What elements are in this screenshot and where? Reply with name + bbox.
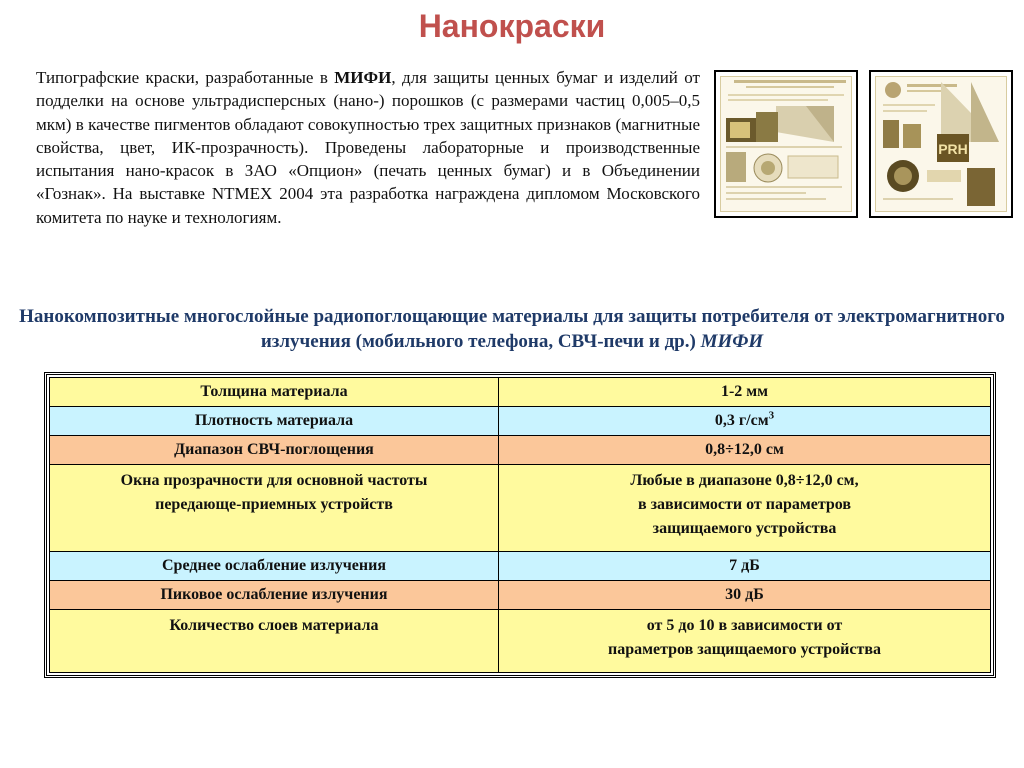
param-cell: Плотность материала <box>50 407 499 436</box>
security-document-image-right <box>869 70 1013 218</box>
value-cell: 0,8÷12,0 см <box>499 436 991 465</box>
value-cell: 0,3 $г/см^3$ <box>499 407 991 436</box>
param-cell: Диапазон СВЧ-поглощения <box>50 436 499 465</box>
param-cell: Окна прозрачности для основной частоты передающе-приемных устройств <box>50 465 499 552</box>
table-row <box>50 407 991 436</box>
table-row <box>50 552 991 581</box>
table-row <box>50 378 991 407</box>
security-document-image-left <box>714 70 858 218</box>
param-cell: Толщина материала <box>50 378 499 407</box>
properties-table <box>44 372 996 678</box>
prh-security-document-sample-icon <box>871 72 1011 216</box>
materials-subtitle <box>0 304 1024 354</box>
intro-text-after: , для защиты ценных бумаг и изделий от подделки на основе ультрадисперсных (нано-) порошков (с размерами частиц 0,005–0,5 мкм) в качестве пигментов обладают совокупностью трех защитных признаков (магнитные свойства, цвет, ИК-прозрачность). Проведены лабораторные и производственные испытания нано-красок в ЗАО «Опцион» (печать ценных бумаг) и в Объединении «Гознак». На выставке NTMEX 2004 эта разработка награждена дипломом Московского комитета по науке и технологиям. <box>36 68 700 227</box>
table-row <box>50 465 991 552</box>
value-cell: от 5 до 10 в зависимости от параметров защищаемого устройства <box>499 610 991 673</box>
intro-paragraph <box>36 66 700 229</box>
prh-badge-text: PRH <box>938 141 968 157</box>
value-cell: Любые в диапазоне 0,8÷12,0 см, в зависимости от параметров защищаемого устройства <box>499 465 991 552</box>
page-title: Нанокраски <box>418 8 606 44</box>
subtitle-text: Нанокомпозитные многослойные радиопоглощающие материалы для защиты потребителя от электромагнитного излучения (мобильного телефона, СВЧ-печи и др.) <box>19 306 1005 352</box>
table-row <box>50 610 991 673</box>
value-cell: 7 дБ <box>499 552 991 581</box>
intro-text-before: Типографские краски, разработанные в <box>36 68 335 87</box>
security-document-sample-icon <box>716 72 856 216</box>
subtitle-italic-mifi: МИФИ <box>700 331 764 352</box>
param-cell: Количество слоев материала <box>50 610 499 673</box>
param-cell: Среднее ослабление излучения <box>50 552 499 581</box>
intro-bold-mifi: МИФИ <box>334 68 392 87</box>
value-cell: 1-2 мм <box>499 378 991 407</box>
value-cell: 30 дБ <box>499 581 991 610</box>
table-row <box>50 581 991 610</box>
table-row <box>50 436 991 465</box>
unit-superscript: 3 <box>768 409 775 422</box>
param-cell: Пиковое ослабление излучения <box>50 581 499 610</box>
